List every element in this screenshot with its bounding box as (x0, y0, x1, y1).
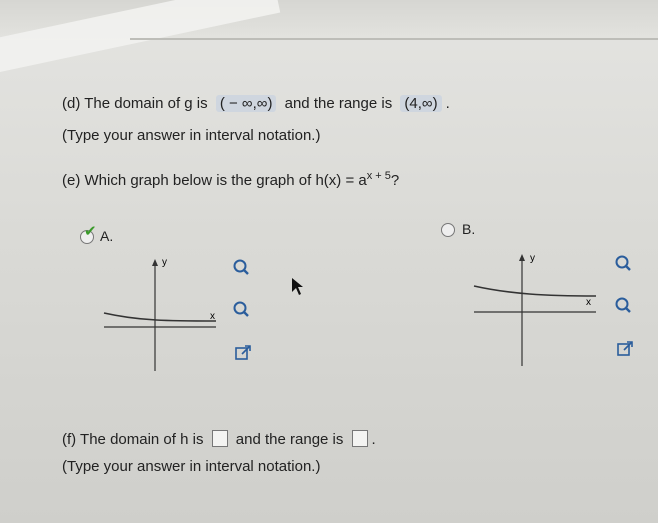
external-link-icon[interactable] (616, 340, 634, 358)
divider (130, 38, 658, 40)
part-e-question (62, 170, 399, 189)
graph-a[interactable] (100, 255, 220, 375)
graph-b-y-arrow (519, 254, 525, 261)
domain-g-answer[interactable]: ( − ∞,∞) (216, 95, 277, 112)
zoom-out-icon[interactable] (614, 296, 632, 314)
option-b-radio[interactable] (441, 223, 455, 237)
part-f-suffix: . (371, 431, 376, 448)
part-d-line (62, 95, 450, 112)
option-a-label[interactable]: A. (100, 228, 114, 244)
option-b-label[interactable]: B. (462, 221, 476, 237)
graph-a-y-arrow (152, 259, 158, 266)
range-h-input[interactable] (352, 430, 368, 447)
graph-b-curve (474, 286, 596, 296)
part-e-exponent: x + 5 (366, 170, 391, 182)
part-d-suffix: . (445, 95, 450, 112)
domain-h-input[interactable] (212, 430, 228, 447)
graph-a-curve (104, 313, 216, 321)
graph-b-x-label: x (586, 297, 591, 308)
zoom-in-icon[interactable] (614, 254, 632, 272)
range-g-answer[interactable]: (4,∞) (400, 95, 441, 112)
external-link-icon[interactable] (234, 344, 252, 362)
cursor-arrow-icon (290, 276, 306, 298)
graph-a-x-label: x (210, 311, 215, 322)
part-d-hint: (Type your answer in interval notation.) (62, 127, 321, 144)
part-f-prefix: (f) The domain of h is (62, 431, 204, 448)
part-f-line (62, 430, 376, 448)
zoom-out-icon[interactable] (232, 300, 250, 318)
part-d-middle: and the range is (284, 95, 393, 112)
graph-b[interactable] (470, 250, 600, 370)
checkmark-icon: ✔ (84, 223, 97, 240)
graph-b-y-label: y (530, 253, 535, 264)
part-f-middle: and the range is (235, 431, 344, 448)
part-e-question-text: (e) Which graph below is the graph of h(x) = a (62, 172, 367, 189)
graph-a-y-label: y (162, 257, 167, 268)
zoom-in-icon[interactable] (232, 258, 250, 276)
part-f-hint: (Type your answer in interval notation.) (62, 458, 321, 475)
part-e-question-suffix: ? (390, 172, 400, 189)
part-d-prefix: (d) The domain of g is (62, 95, 208, 112)
